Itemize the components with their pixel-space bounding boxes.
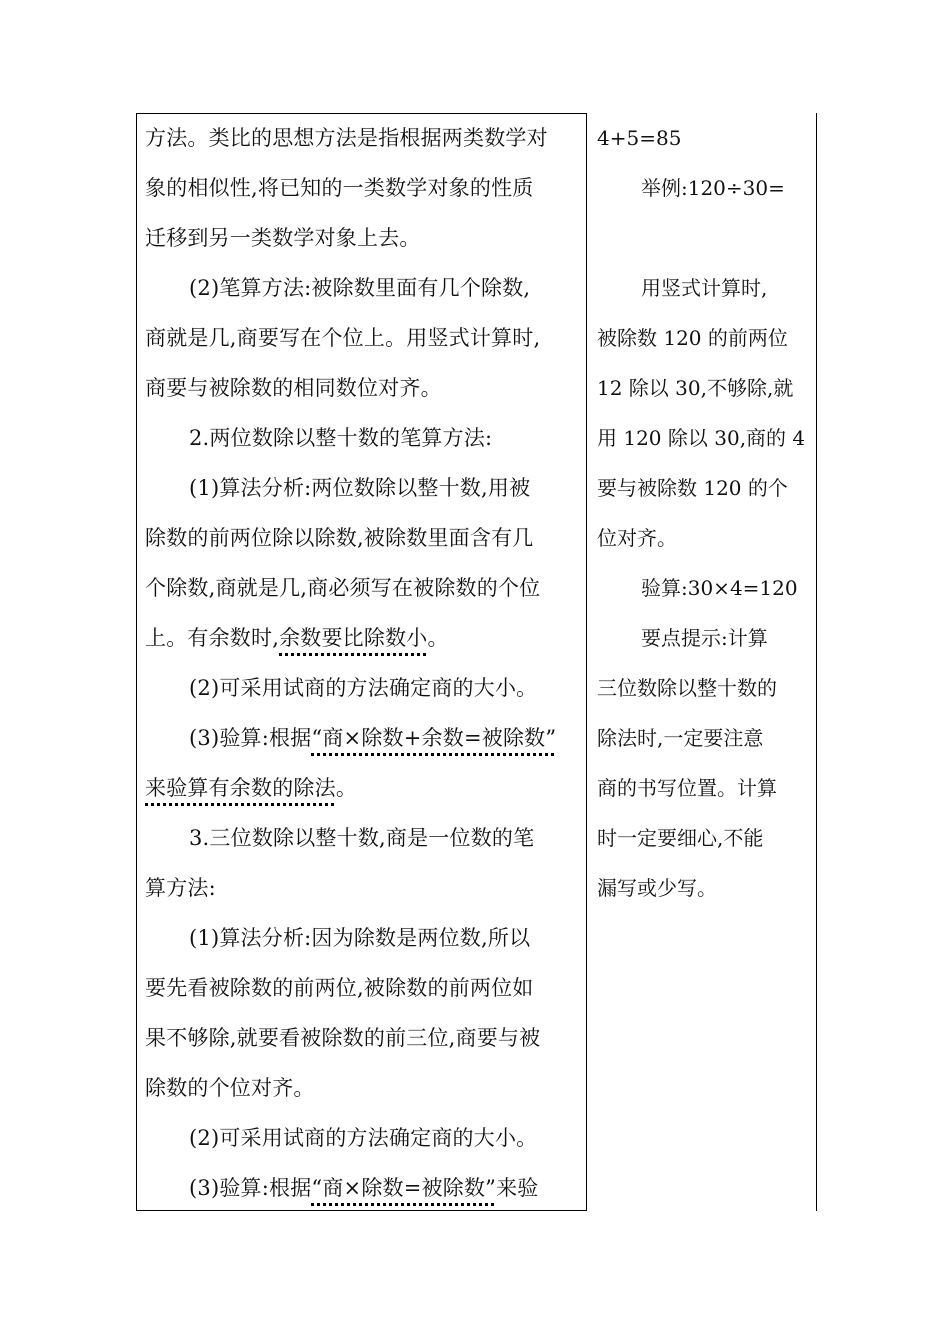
text-segment: 。 <box>427 626 449 650</box>
text-line <box>145 763 585 813</box>
text-line <box>145 613 585 663</box>
blank-space <box>597 213 812 263</box>
text-line: (1)算法分析:两位数除以整十数,用被 <box>189 476 531 500</box>
text-line: 12 除以 30,不够除,就 <box>597 376 794 400</box>
text-line: 除数的前两位除以除数,被除数里面含有几 <box>145 526 534 550</box>
text-line: 除法时,一定要注意 <box>597 726 764 750</box>
table-right-border <box>816 113 817 1211</box>
text-line: 果不够除,就要看被除数的前三位,商要与被 <box>145 1026 541 1050</box>
text-line: 个除数,商就是几,商必须写在被除数的个位 <box>145 576 541 600</box>
text-segment: (3)验算:根据 <box>189 726 312 750</box>
text-line: 商要与被除数的相同数位对齐。 <box>145 376 442 400</box>
table-left-border <box>136 113 137 1211</box>
text-line: 商就是几,商要写在个位上。用竖式计算时, <box>145 326 541 350</box>
emphasis-text: 余数要比除数小 <box>279 626 428 650</box>
text-segment: (3)验算:根据 <box>189 1176 312 1200</box>
emphasis-text: “商×除数=被除数” <box>311 1176 497 1200</box>
table-column-divider <box>586 113 587 1211</box>
text-line: 被除数 120 的前两位 <box>597 326 788 350</box>
left-column <box>145 113 585 1213</box>
text-line: 位对齐。 <box>597 526 677 550</box>
emphasis-text: 来验算有余数的除法 <box>145 776 336 800</box>
text-line <box>145 713 585 763</box>
text-line: 要与被除数 120 的个 <box>597 476 788 500</box>
text-line <box>145 1163 585 1213</box>
text-line: 用 120 除以 30,商的 4 <box>597 426 806 450</box>
text-line: 除数的个位对齐。 <box>145 1076 315 1100</box>
emphasis-text: “商×除数+余数=被除数” <box>311 726 557 750</box>
text-line: 验算:30×4=120 <box>641 576 798 600</box>
right-column <box>597 113 812 913</box>
text-line: 4+5=85 <box>597 126 682 150</box>
text-line: 商的书写位置。计算 <box>597 776 777 800</box>
text-line: 方法。类比的思想方法是指根据两类数学对 <box>145 126 548 150</box>
text-segment: 上。有余数时, <box>145 626 280 650</box>
text-line: (1)算法分析:因为除数是两位数,所以 <box>189 926 531 950</box>
section-heading: 2.两位数除以整十数的笔算方法: <box>189 426 493 450</box>
text-line: 三位数除以整十数的 <box>597 676 777 700</box>
section-heading: 3.三位数除以整十数,商是一位数的笔 <box>189 826 535 850</box>
text-line: 算方法: <box>145 876 216 900</box>
text-line: 用竖式计算时, <box>641 276 768 300</box>
text-line: 象的相似性,将已知的一类数学对象的性质 <box>145 176 534 200</box>
text-line: 漏写或少写。 <box>597 876 717 900</box>
example-line: 举例:120÷30= <box>641 176 785 200</box>
text-line: (2)笔算方法:被除数里面有几个除数, <box>189 276 531 300</box>
text-segment: 。 <box>335 776 358 800</box>
text-segment: 来验 <box>496 1176 539 1200</box>
text-line: 时一定要细心,不能 <box>597 826 764 850</box>
text-line: (2)可采用试商的方法确定商的大小。 <box>189 676 538 700</box>
text-line: (2)可采用试商的方法确定商的大小。 <box>189 1126 538 1150</box>
text-line: 要先看被除数的前两位,被除数的前两位如 <box>145 976 534 1000</box>
text-line: 迁移到另一类数学对象上去。 <box>145 226 421 250</box>
tip-heading: 要点提示:计算 <box>641 626 768 650</box>
